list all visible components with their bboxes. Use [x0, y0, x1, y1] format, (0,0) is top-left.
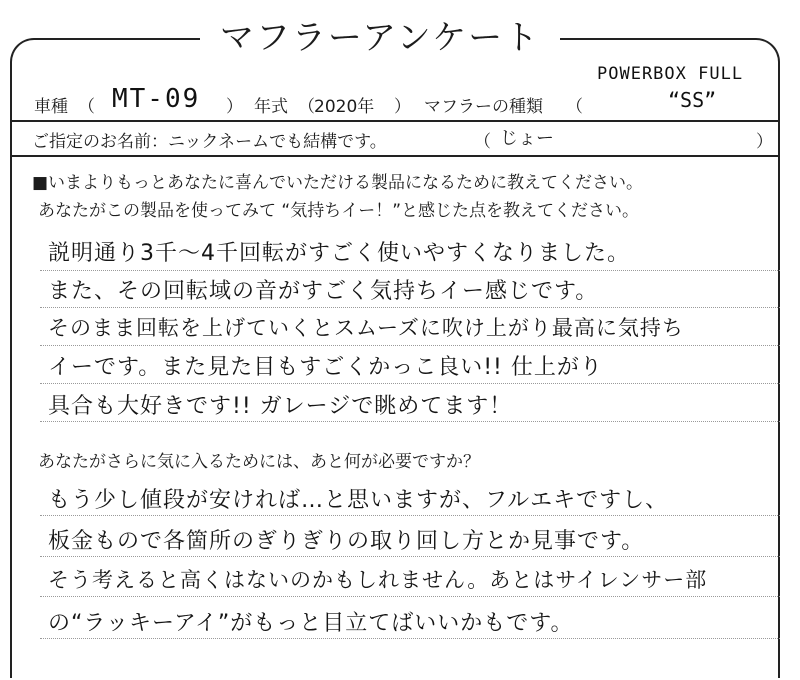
answer2-line: もう少し値段が安ければ…と思いますが、フルエキですし、 — [48, 488, 669, 513]
question1-line2: あなたがこの製品を使ってみて “気持ちイー！”と感じた点を教えてください。 — [38, 201, 640, 221]
answer1-line: そのまま回転を上げていくとスムーズに吹け上がり最高に気持ち — [48, 316, 684, 340]
model-year-value: 2020年 — [314, 97, 375, 117]
answer1-ruled-line — [40, 345, 780, 346]
answer1-line: 具合も大好きです!! ガレージで眺めてます！ — [48, 394, 513, 419]
answer1-ruled-line — [40, 383, 780, 384]
nickname-open-paren: （ — [474, 132, 491, 152]
car-model-value: MT-09 — [112, 84, 201, 114]
car-model-label: 車種 — [34, 97, 68, 117]
answer2-line: の“ラッキーアイ”がもっと目立てばいいかもです。 — [48, 611, 574, 636]
answer1-line: イーです。また見た目もすごくかっこ良い!! 仕上がり — [48, 355, 603, 380]
answer2-ruled-line — [40, 596, 780, 597]
answer2-ruled-line — [40, 556, 780, 557]
answer1-line: また、その回転域の音がすごく気持ちイー感じです。 — [48, 279, 599, 304]
answer2-ruled-line — [40, 515, 780, 516]
answer1-line: 説明通り3千〜4千回転がすごく使いやすくなりました。 — [48, 241, 630, 266]
answer2-ruled-line — [40, 638, 780, 639]
muffler-type-value-line2: “SS” — [668, 88, 717, 112]
model-year-open-paren: （ — [298, 97, 315, 117]
question2: あなたがさらに気に入るためには、あと何が必要ですか？ — [38, 452, 480, 472]
muffler-type-value-line1: POWERBOX FULL — [597, 64, 744, 84]
page-title: マフラーアンケート — [200, 18, 560, 58]
row2-divider — [10, 155, 780, 157]
muffler-type-label: マフラーの種類 — [424, 97, 543, 117]
car-model-close-paren: ） — [226, 97, 243, 117]
nickname-close-paren: ） — [756, 132, 773, 152]
model-year-label: 年式 — [254, 97, 288, 117]
answer2-line: そう考えると高くはないのかもしれません。あとはサイレンサー部 — [48, 568, 708, 592]
answer1-ruled-line — [40, 421, 780, 422]
nickname-label: ご指定のお名前：ニックネームでも結構です。 — [32, 132, 387, 152]
answer1-ruled-line — [40, 270, 780, 271]
row1-divider — [10, 120, 780, 122]
muffler-type-open-paren: （ — [566, 97, 583, 117]
model-year-close-paren: ） — [394, 97, 411, 117]
answer2-line: 板金もので各箇所のぎりぎりの取り回し方とか見事です。 — [48, 529, 645, 554]
car-model-open-paren: （ — [78, 97, 95, 117]
nickname-value: じょー — [500, 128, 554, 149]
question1-line1: ■いまよりもっとあなたに喜んでいただける製品になるために教えてください。 — [32, 173, 644, 193]
answer1-ruled-line — [40, 307, 780, 308]
